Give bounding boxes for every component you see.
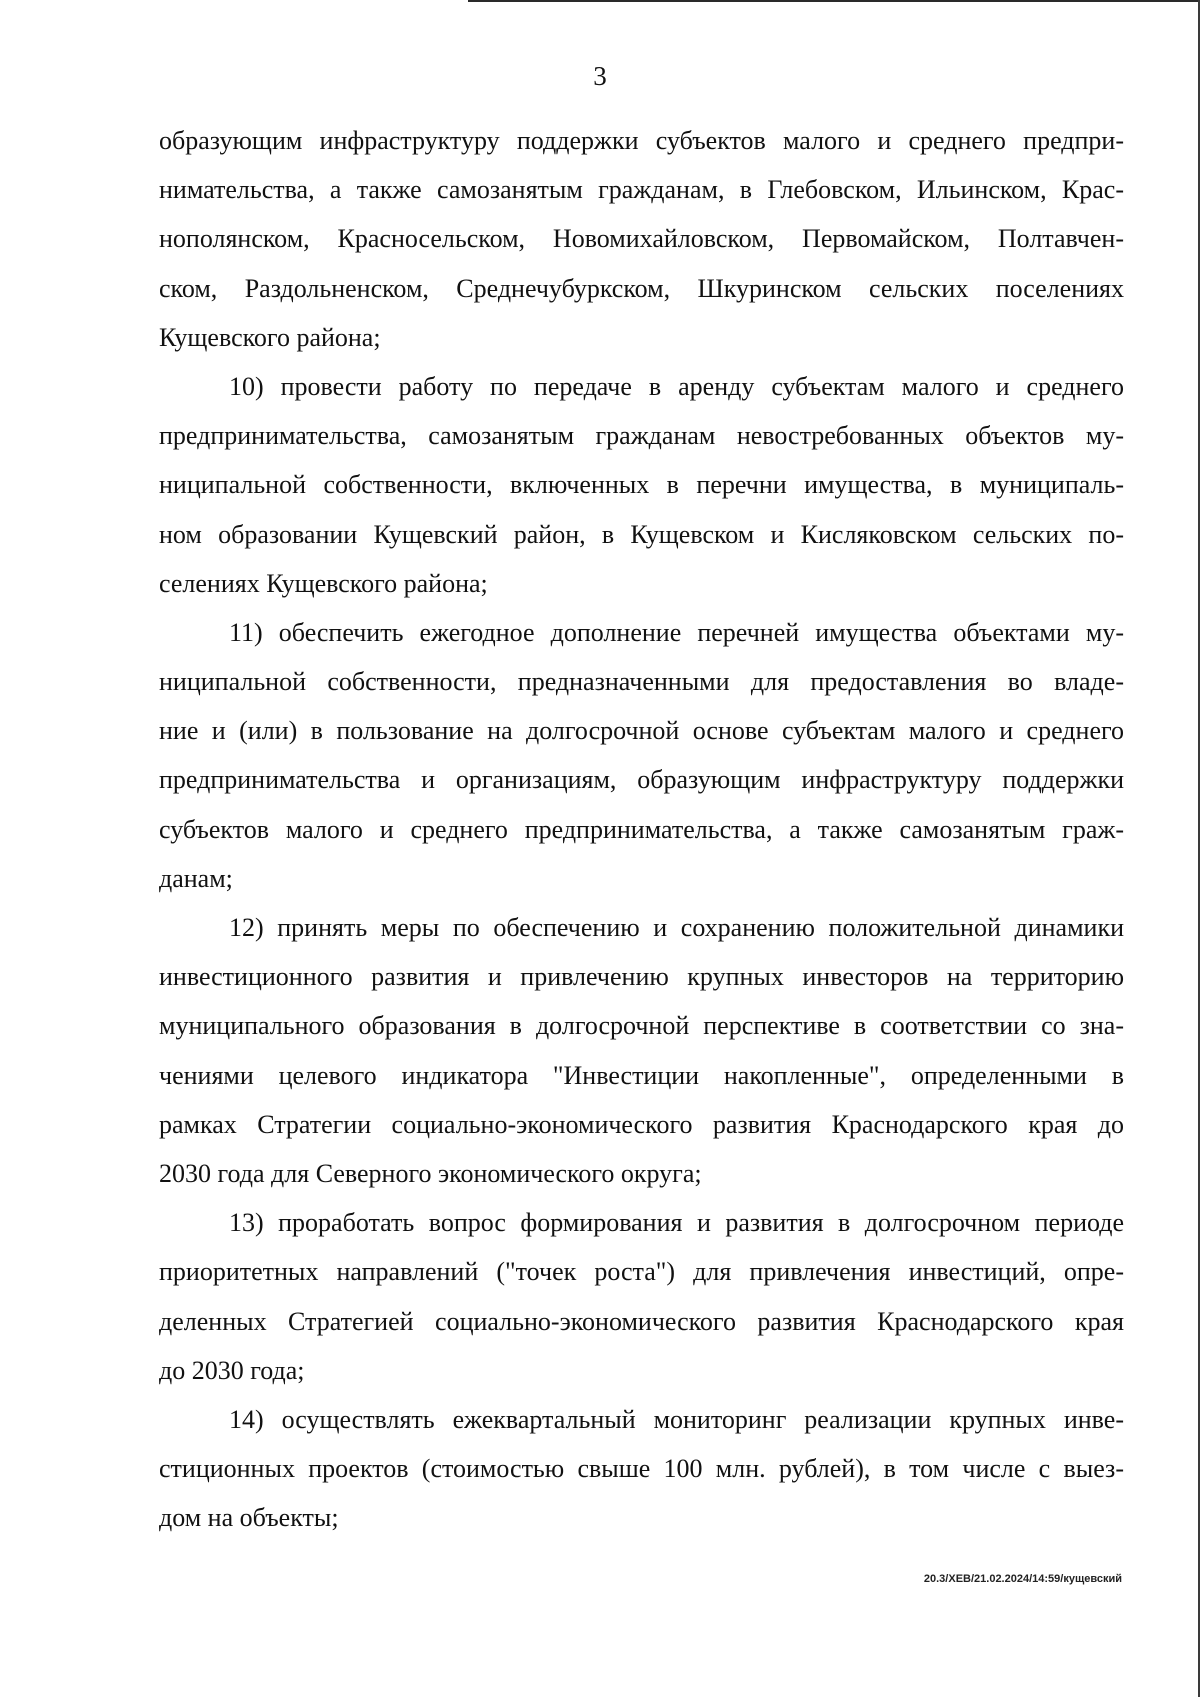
text-line: стиционных проектов (стоимостью свыше 100 млн. рублей), в том числе с выез- [159, 1454, 1124, 1484]
text-line: нимательства, а также самозанятым гражданам, в Глебовском, Ильинском, Крас- [159, 175, 1124, 205]
page-number: 3 [593, 61, 607, 91]
text-line: ние и (или) в пользование на долгосрочной основе субъектам малого и среднего [159, 716, 1124, 746]
text-line: 13) проработать вопрос формирования и развития в долгосрочном периоде [229, 1208, 1124, 1238]
text-line: 12) принять меры по обеспечению и сохранению положительной динамики [229, 913, 1124, 942]
text-line: до 2030 года; [159, 1355, 305, 1385]
text-line: 11) обеспечить ежегодное дополнение перечней имущества объектами му- [229, 617, 1124, 647]
text-line: дом на объекты; [159, 1503, 339, 1533]
text-line: данам; [159, 863, 233, 893]
text-line: приоритетных направлений ("точек роста") для привлечения инвестиций, опре- [159, 1257, 1124, 1287]
text-line: ниципальной собственности, предназначенными для предоставления во владе- [159, 667, 1124, 697]
paragraph-item-14 [159, 1395, 1124, 1543]
text-line: образующим инфраструктуру поддержки субъектов малого и среднего предпри- [159, 126, 1124, 155]
text-line: рамках Стратегии социально-экономического развития Краснодарского края до [159, 1109, 1124, 1139]
text-line: чениями целевого индикатора "Инвестиции накопленные", определенными в [159, 1060, 1124, 1090]
text-line: муниципального образования в долгосрочной перспективе в соответствии со зна- [159, 1011, 1124, 1041]
text-line: Кущевского района; [159, 322, 381, 352]
text-line: инвестиционного развития и привлечению крупных инвесторов на территорию [159, 962, 1124, 992]
paragraph-item-12 [159, 903, 1124, 1198]
text-line: предпринимательства и организациям, образующим инфраструктуру поддержки [159, 765, 1124, 795]
text-line: ском, Раздольненском, Среднечубуркском, Шкуринском сельских поселениях [159, 273, 1124, 303]
scan-edge-top [468, 0, 1200, 2]
text-line: селениях Кущевского района; [159, 568, 488, 598]
paragraph-item-10 [159, 362, 1124, 608]
paragraph-continuation [159, 116, 1124, 362]
text-line: субъектов малого и среднего предпринимательства, а также самозанятым граж- [159, 814, 1124, 844]
text-line: деленных Стратегией социально-экономического развития Краснодарского края [159, 1306, 1124, 1336]
text-line: 10) провести работу по передаче в аренду субъектам малого и среднего [229, 371, 1124, 401]
document-body [159, 116, 1124, 1542]
document-footer-code: 20.3/XEB/21.02.2024/14:59/кущевский [923, 1573, 1122, 1585]
text-line: 2030 года для Северного экономического округа; [159, 1158, 702, 1188]
text-line: ном образовании Кущевский район, в Кущевском и Кисляковском сельских по- [159, 519, 1124, 549]
paragraph-item-11 [159, 608, 1124, 903]
text-line: 14) осуществлять ежеквартальный мониторинг реализации крупных инве- [229, 1404, 1124, 1434]
paragraph-item-13 [159, 1198, 1124, 1395]
text-line: предпринимательства, самозанятым гражданам невостребованных объектов му- [159, 421, 1124, 451]
text-line: нополянском, Красносельском, Новомихайловском, Первомайском, Полтавчен- [159, 224, 1124, 254]
text-line: ниципальной собственности, включенных в перечни имущества, в муниципаль- [159, 470, 1124, 500]
